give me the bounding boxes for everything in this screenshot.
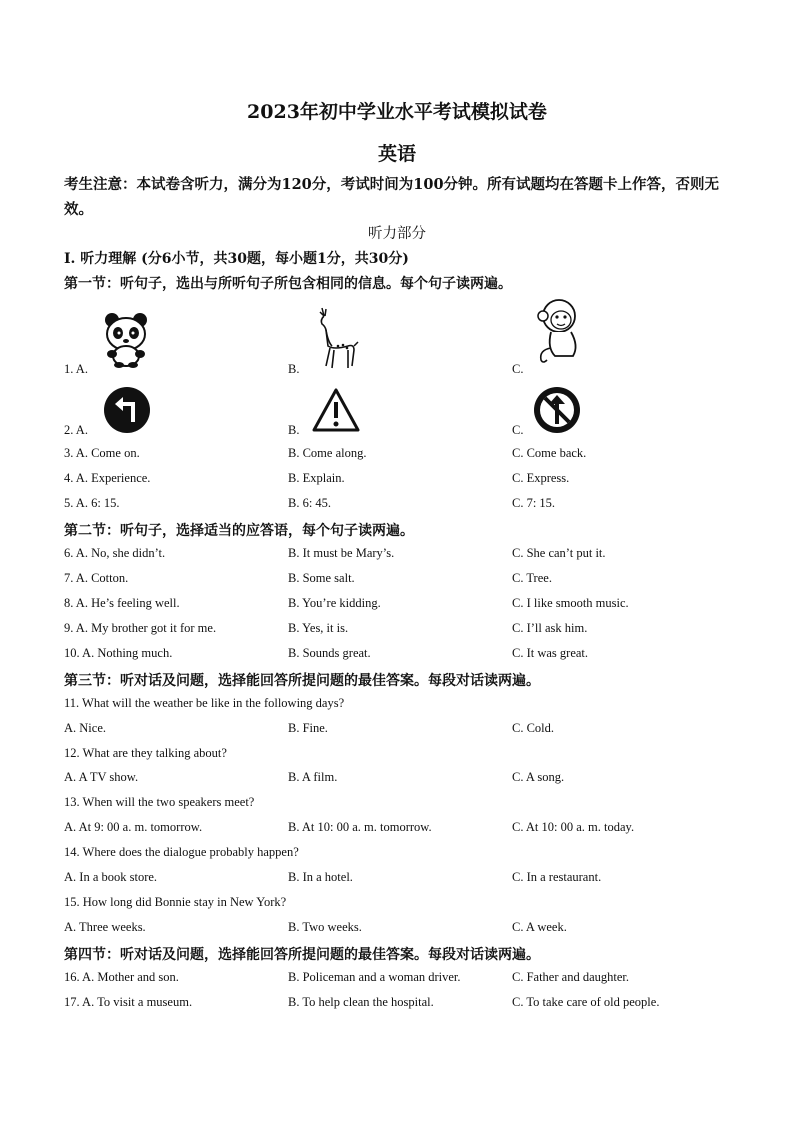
- warning-sign-icon: [312, 388, 360, 432]
- option-b: B. Some salt.: [288, 571, 355, 585]
- section1-subheading: 第一节：听句子，选出与所听句子所包含相同的信息。每个句子读两遍。: [64, 276, 512, 292]
- option-c: C. 7: 15.: [512, 496, 556, 510]
- option-a: 17. A. To visit a museum.: [64, 995, 193, 1009]
- option-c: C. A song.: [512, 770, 565, 784]
- option-c: C. I’ll ask him.: [512, 621, 588, 635]
- option-b: B. Policeman and a woman driver.: [288, 970, 461, 984]
- section2-subheading: 第二节：听句子，选择适当的应答语，每个句子读两遍。: [64, 523, 414, 539]
- option-b: B. Two weeks.: [288, 920, 362, 934]
- option-c: C. A week.: [512, 920, 567, 934]
- question-15-stem: 15. How long did Bonnie stay in New York?: [64, 895, 287, 909]
- question-12-stem: 12. What are they talking about?: [64, 746, 227, 760]
- option-a: 5. A. 6: 15.: [64, 496, 120, 510]
- option-label: B.: [288, 423, 300, 437]
- question-12-options: [0, 770, 794, 790]
- exam-notice: 考生注意：本试卷含听力，满分为120分，考试时间为100分钟。所有试题均在答题卡上作答，否则无效。: [64, 176, 720, 218]
- turn-left-sign-icon: [103, 386, 151, 434]
- option-a: 7. A. Cotton.: [64, 571, 129, 585]
- option-b: B. In a hotel.: [288, 870, 353, 884]
- option-a: 6. A. No, she didn’t.: [64, 546, 166, 560]
- option-c: C. Cold.: [512, 721, 555, 735]
- option-b: B. Come along.: [288, 446, 367, 460]
- panda-icon: [100, 310, 152, 368]
- option-b: B. Yes, it is.: [288, 621, 349, 635]
- option-a: A. In a book store.: [64, 870, 158, 884]
- option-b: B. Sounds great.: [288, 646, 371, 660]
- option-a: 9. A. My brother got it for me.: [64, 621, 217, 635]
- option-a: 16. A. Mother and son.: [64, 970, 179, 984]
- deer-icon: [312, 306, 362, 372]
- option-c: C. Father and daughter.: [512, 970, 629, 984]
- no-straight-sign-icon: [533, 386, 581, 434]
- question-3-row: [0, 446, 794, 466]
- option-c: C. Come back.: [512, 446, 587, 460]
- option-a: 8. A. He’s feeling well.: [64, 596, 180, 610]
- option-label: 2. A.: [64, 423, 88, 437]
- question-15-options: [0, 920, 794, 940]
- option-a: A. Three weeks.: [64, 920, 146, 934]
- option-c: C. She can’t put it.: [512, 546, 606, 560]
- option-a: 4. A. Experience.: [64, 471, 151, 485]
- option-label: 1. A.: [64, 362, 88, 376]
- option-label: B.: [288, 362, 300, 376]
- question-9-row: [0, 621, 794, 641]
- question-4-row: [0, 471, 794, 491]
- option-label: C.: [512, 423, 524, 437]
- question-14-stem: 14. Where does the dialogue probably happen?: [64, 845, 299, 859]
- question-10-row: [0, 646, 794, 666]
- section1-heading: I. 听力理解 (分6小节，共30题，每小题1分，共30分): [64, 251, 409, 267]
- option-b: B. 6: 45.: [288, 496, 332, 510]
- question-5-row: [0, 496, 794, 516]
- option-b: B. To help clean the hospital.: [288, 995, 434, 1009]
- option-c: C. It was great.: [512, 646, 589, 660]
- question-11-options: [0, 721, 794, 741]
- question-14-options: [0, 870, 794, 890]
- part-title: 听力部分: [368, 226, 426, 242]
- question-13-stem: 13. When will the two speakers meet?: [64, 795, 255, 809]
- question-16-row: [0, 970, 794, 990]
- option-b: B. A film.: [288, 770, 338, 784]
- option-a: A. Nice.: [64, 721, 106, 735]
- option-a: A. A TV show.: [64, 770, 139, 784]
- option-b: B. At 10: 00 a. m. tomorrow.: [288, 820, 432, 834]
- exam-title: 2023年初中学业水平考试模拟试卷: [247, 101, 547, 123]
- option-c: C. To take care of old people.: [512, 995, 660, 1009]
- question-17-row: [0, 995, 794, 1015]
- subject-title: 英语: [377, 143, 416, 165]
- section3-subheading: 第三节：听对话及问题，选择能回答所提问题的最佳答案。每段对话读两遍。: [64, 673, 540, 689]
- option-c: C. At 10: 00 a. m. today.: [512, 820, 635, 834]
- option-a: 3. A. Come on.: [64, 446, 140, 460]
- option-b: B. Fine.: [288, 721, 328, 735]
- option-b: B. It must be Mary’s.: [288, 546, 395, 560]
- option-label: C.: [512, 362, 524, 376]
- option-c: C. I like smooth music.: [512, 596, 629, 610]
- section4-subheading: 第四节：听对话及问题，选择能回答所提问题的最佳答案。每段对话读两遍。: [64, 947, 540, 963]
- option-c: C. Express.: [512, 471, 570, 485]
- option-a: A. At 9: 00 a. m. tomorrow.: [64, 820, 203, 834]
- option-c: C. Tree.: [512, 571, 552, 585]
- question-8-row: [0, 596, 794, 616]
- question-6-row: [0, 546, 794, 566]
- monkey-icon: [535, 298, 587, 364]
- question-11-stem: 11. What will the weather be like in the following days?: [64, 696, 345, 710]
- option-c: C. In a restaurant.: [512, 870, 602, 884]
- question-7-row: [0, 571, 794, 591]
- option-b: B. Explain.: [288, 471, 345, 485]
- question-13-options: [0, 820, 794, 840]
- option-a: 10. A. Nothing much.: [64, 646, 173, 660]
- option-b: B. You’re kidding.: [288, 596, 381, 610]
